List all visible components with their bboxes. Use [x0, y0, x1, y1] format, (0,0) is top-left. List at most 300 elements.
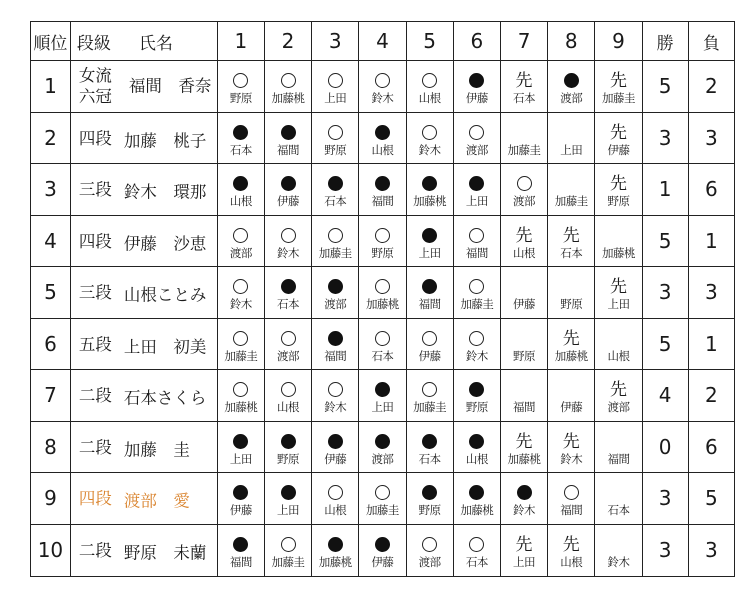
win-mark [218, 323, 264, 349]
result-cell [264, 318, 311, 370]
result-cell [453, 267, 500, 319]
black-circle-icon [281, 485, 296, 500]
loss-mark [407, 426, 453, 452]
result-cell [548, 112, 595, 164]
result-cell [359, 318, 406, 370]
opponent-name: 石本 [229, 142, 252, 157]
opponent-name: 鈴木 [371, 91, 394, 106]
player-name: 上田 初美 [123, 337, 207, 356]
white-circle-icon [564, 485, 579, 500]
opponent-name: 加藤圭 [413, 400, 447, 415]
black-circle-icon [233, 176, 248, 191]
result-cell [548, 318, 595, 370]
white-circle-icon [233, 228, 248, 243]
wins-cell: 1 [642, 164, 688, 216]
result-cell [548, 267, 595, 319]
player-dan: 女流六冠 [78, 66, 112, 107]
table-row [31, 267, 735, 319]
opponent-name: 野原 [607, 194, 630, 209]
win-mark [359, 323, 405, 349]
wins-cell: 3 [642, 112, 688, 164]
table-row [31, 421, 735, 473]
result-cell [406, 370, 453, 422]
opponent-name: 加藤桃 [318, 555, 352, 569]
opponent-name: 石本 [560, 245, 583, 260]
white-circle-icon [328, 73, 343, 88]
loss-mark [218, 477, 264, 503]
result-cell [500, 267, 547, 319]
black-circle-icon [375, 537, 390, 552]
win-mark [312, 477, 358, 503]
opponent-name: 鈴木 [560, 451, 583, 466]
player-dan: 四段 [78, 489, 112, 508]
opponent-name: 渡部 [607, 400, 630, 415]
opponent-name: 渡部 [371, 451, 394, 466]
result-cell [453, 524, 500, 576]
opponent-name: 福間 [607, 451, 630, 466]
rank-cell: 1 [31, 61, 71, 113]
table-row [31, 61, 735, 113]
header-losses: 負 [688, 22, 734, 61]
header-round-6: 6 [453, 22, 500, 61]
header-round-2: 2 [264, 22, 311, 61]
result-cell [359, 215, 406, 267]
sente-mark: 先 [609, 380, 627, 401]
sente-mark: 先 [562, 431, 580, 452]
loss-mark [265, 477, 311, 503]
table-row [31, 318, 735, 370]
losses-cell: 6 [688, 164, 734, 216]
loss-mark [359, 168, 405, 194]
opponent-name: 野原 [371, 245, 394, 260]
loss-mark [359, 117, 405, 143]
loss-mark [218, 117, 264, 143]
black-circle-icon [281, 434, 296, 449]
result-cell [406, 524, 453, 576]
result-cell [595, 215, 642, 267]
table-row [31, 473, 735, 525]
table-row [31, 524, 735, 576]
opponent-name: 鈴木 [465, 348, 488, 363]
opponent-name: 加藤桃 [413, 194, 447, 209]
win-mark [407, 117, 453, 143]
win-mark [359, 220, 405, 246]
result-cell [595, 524, 642, 576]
wins-cell: 3 [642, 524, 688, 576]
win-mark [312, 65, 358, 91]
win-mark [407, 529, 453, 555]
win-mark [265, 323, 311, 349]
result-cell [548, 370, 595, 422]
losses-cell: 2 [688, 61, 734, 113]
white-circle-icon [375, 73, 390, 88]
rank-cell: 2 [31, 112, 71, 164]
opponent-name: 加藤桃 [507, 451, 541, 466]
white-circle-icon [328, 485, 343, 500]
black-circle-icon [375, 176, 390, 191]
sente-mark: 先 [515, 431, 533, 452]
result-cell [595, 473, 642, 525]
header-dan: 段級 [76, 33, 111, 54]
player-cell [70, 421, 217, 473]
white-circle-icon [281, 331, 296, 346]
opponent-name: 野原 [324, 142, 347, 157]
white-circle-icon [281, 73, 296, 88]
player-dan: 四段 [78, 128, 112, 148]
losses-cell: 1 [688, 318, 734, 370]
table-row [31, 164, 735, 216]
black-circle-icon [422, 176, 437, 191]
result-cell [406, 421, 453, 473]
result-cell [500, 421, 547, 473]
opponent-name: 伊藤 [418, 348, 441, 363]
losses-cell: 3 [688, 524, 734, 576]
result-cell [500, 473, 547, 525]
rank-cell: 4 [31, 215, 71, 267]
standings-table [30, 21, 735, 577]
loss-mark [312, 323, 358, 349]
wins-cell: 5 [642, 318, 688, 370]
black-circle-icon [233, 125, 248, 140]
white-circle-icon [233, 279, 248, 294]
result-cell [406, 267, 453, 319]
opponent-name: 山根 [513, 245, 536, 260]
white-circle-icon [469, 279, 484, 294]
result-cell [500, 318, 547, 370]
result-cell [359, 267, 406, 319]
player-dan: 四段 [78, 231, 112, 251]
result-cell [217, 473, 264, 525]
white-circle-icon [422, 331, 437, 346]
black-circle-icon [469, 73, 484, 88]
result-cell [548, 473, 595, 525]
result-cell [217, 215, 264, 267]
table-row [31, 370, 735, 422]
black-circle-icon [469, 434, 484, 449]
opponent-name: 野原 [418, 503, 441, 518]
sente-mark: 先 [562, 535, 580, 555]
loss-mark [454, 374, 500, 400]
header-player [70, 22, 217, 61]
win-mark [218, 220, 264, 246]
player-name: 野原 未蘭 [123, 543, 207, 563]
result-cell [312, 61, 359, 113]
result-cell [453, 318, 500, 370]
win-mark [454, 323, 500, 349]
win-mark [359, 477, 405, 503]
white-circle-icon [281, 382, 296, 397]
opponent-name: 石本 [277, 297, 300, 312]
white-circle-icon [328, 382, 343, 397]
result-cell [500, 112, 547, 164]
table-row [31, 112, 735, 164]
header-row [31, 22, 735, 61]
opponent-name: 山根 [560, 555, 583, 569]
result-cell [264, 267, 311, 319]
sente-mark: 先 [515, 225, 533, 246]
result-cell [548, 524, 595, 576]
result-cell [359, 421, 406, 473]
opponent-name: 上田 [277, 503, 300, 518]
black-circle-icon [422, 485, 437, 500]
loss-mark [359, 529, 405, 555]
black-circle-icon [469, 485, 484, 500]
opponent-name: 石本 [607, 503, 630, 518]
player-cell [70, 267, 217, 319]
player-dan: 五段 [78, 334, 112, 354]
white-circle-icon [375, 485, 390, 500]
white-circle-icon [375, 331, 390, 346]
sente-mark: 先 [609, 277, 627, 298]
opponent-name: 加藤桃 [554, 348, 588, 363]
loss-mark [265, 426, 311, 452]
rank-cell: 6 [31, 318, 71, 370]
result-cell [453, 164, 500, 216]
opponent-name: 渡部 [513, 194, 536, 209]
opponent-name: 加藤圭 [507, 142, 541, 157]
win-mark [218, 65, 264, 91]
black-circle-icon [233, 434, 248, 449]
opponent-name: 鈴木 [324, 400, 347, 415]
opponent-name: 伊藤 [371, 555, 394, 569]
player-name: 石本さくら [123, 388, 207, 408]
header-rank: 順位 [31, 22, 71, 61]
loss-mark [359, 374, 405, 400]
black-circle-icon [469, 176, 484, 191]
result-cell [500, 370, 547, 422]
rank-cell: 8 [31, 421, 71, 473]
result-cell [312, 215, 359, 267]
result-cell [359, 524, 406, 576]
opponent-name: 渡部 [418, 555, 441, 569]
loss-mark [312, 271, 358, 297]
result-cell [312, 318, 359, 370]
opponent-name: 石本 [418, 451, 441, 466]
opponent-name: 上田 [513, 555, 536, 569]
result-cell [264, 473, 311, 525]
win-mark [312, 374, 358, 400]
result-cell [217, 112, 264, 164]
opponent-name: 伊藤 [513, 297, 536, 312]
opponent-name: 山根 [418, 91, 441, 106]
white-circle-icon [233, 382, 248, 397]
black-circle-icon [281, 176, 296, 191]
win-mark [548, 477, 594, 503]
losses-cell: 1 [688, 215, 734, 267]
result-cell [217, 421, 264, 473]
win-mark [501, 168, 547, 194]
black-circle-icon [281, 125, 296, 140]
result-cell [312, 267, 359, 319]
opponent-name: 上田 [607, 297, 630, 312]
result-cell [217, 61, 264, 113]
loss-mark [265, 117, 311, 143]
opponent-name: 上田 [324, 91, 347, 106]
result-cell [548, 421, 595, 473]
black-circle-icon [375, 434, 390, 449]
opponent-name: 加藤桃 [271, 91, 305, 106]
sente-mark: 先 [609, 71, 627, 92]
player-dan: 三段 [78, 180, 112, 199]
player-name: 山根ことみ [123, 285, 207, 305]
opponent-name: 渡部 [277, 348, 300, 363]
opponent-name: 山根 [324, 503, 347, 518]
opponent-name: 野原 [465, 400, 488, 415]
opponent-name: 加藤圭 [554, 194, 588, 209]
result-cell [312, 473, 359, 525]
result-cell [406, 61, 453, 113]
opponent-name: 野原 [277, 451, 300, 466]
result-cell [548, 61, 595, 113]
opponent-name: 伊藤 [465, 91, 488, 106]
win-mark [265, 529, 311, 555]
opponent-name: 石本 [465, 555, 488, 569]
win-mark [454, 271, 500, 297]
header-round-5: 5 [406, 22, 453, 61]
win-mark [218, 374, 264, 400]
opponent-name: 上田 [229, 451, 252, 466]
white-circle-icon [422, 73, 437, 88]
result-cell [264, 524, 311, 576]
opponent-name: 加藤圭 [365, 503, 399, 518]
win-mark [312, 220, 358, 246]
result-cell [453, 215, 500, 267]
result-cell [264, 370, 311, 422]
player-cell [70, 164, 217, 216]
opponent-name: 野原 [560, 297, 583, 312]
result-cell [548, 164, 595, 216]
win-mark [312, 117, 358, 143]
white-circle-icon [328, 125, 343, 140]
player-cell [70, 112, 217, 164]
opponent-name: 鈴木 [418, 142, 441, 157]
result-cell [264, 164, 311, 216]
result-cell [500, 61, 547, 113]
player-dan: 二段 [78, 386, 112, 405]
opponent-name: 山根 [277, 400, 300, 415]
header-round-3: 3 [312, 22, 359, 61]
header-wins: 勝 [642, 22, 688, 61]
black-circle-icon [375, 125, 390, 140]
opponent-name: 福間 [371, 194, 394, 209]
black-circle-icon [564, 73, 579, 88]
opponent-name: 加藤桃 [365, 297, 399, 312]
player-cell [70, 370, 217, 422]
opponent-name: 渡部 [324, 297, 347, 312]
result-cell [359, 61, 406, 113]
opponent-name: 野原 [229, 91, 252, 106]
result-cell [595, 61, 642, 113]
result-cell [312, 164, 359, 216]
result-cell [500, 524, 547, 576]
loss-mark [218, 529, 264, 555]
result-cell [359, 473, 406, 525]
win-mark [218, 271, 264, 297]
black-circle-icon [328, 434, 343, 449]
result-cell [264, 61, 311, 113]
opponent-name: 加藤桃 [601, 245, 635, 260]
wins-cell: 5 [642, 215, 688, 267]
black-circle-icon [233, 485, 248, 500]
result-cell [312, 524, 359, 576]
black-circle-icon [328, 279, 343, 294]
result-cell [453, 370, 500, 422]
header-round-4: 4 [359, 22, 406, 61]
result-cell [548, 215, 595, 267]
opponent-name: 福間 [324, 348, 347, 363]
white-circle-icon [281, 537, 296, 552]
player-cell [70, 61, 217, 113]
loss-mark [407, 271, 453, 297]
player-name: 伊藤 沙恵 [123, 234, 207, 253]
opponent-name: 山根 [371, 142, 394, 157]
loss-mark [407, 477, 453, 503]
opponent-name: 福間 [418, 297, 441, 312]
rank-cell: 5 [31, 267, 71, 319]
win-mark [265, 220, 311, 246]
sente-mark: 先 [515, 535, 533, 555]
result-cell [312, 370, 359, 422]
loss-mark [265, 168, 311, 194]
white-circle-icon [517, 176, 532, 191]
opponent-name: 鈴木 [513, 503, 536, 518]
loss-mark [265, 271, 311, 297]
win-mark [454, 529, 500, 555]
opponent-name: 福間 [513, 400, 536, 415]
white-circle-icon [328, 228, 343, 243]
player-name: 渡部 愛 [123, 491, 190, 511]
opponent-name: 石本 [371, 348, 394, 363]
opponent-name: 加藤桃 [460, 503, 494, 518]
opponent-name: 鈴木 [607, 555, 630, 569]
black-circle-icon [469, 382, 484, 397]
loss-mark [454, 65, 500, 91]
opponent-name: 加藤圭 [318, 245, 352, 260]
sente-mark: 先 [515, 71, 533, 92]
player-dan: 二段 [78, 437, 112, 457]
opponent-name: 石本 [324, 194, 347, 209]
black-circle-icon [375, 382, 390, 397]
header-round-7: 7 [500, 22, 547, 61]
white-circle-icon [469, 125, 484, 140]
loss-mark [312, 168, 358, 194]
player-name: 福間 香奈 [128, 76, 212, 96]
losses-cell: 3 [688, 112, 734, 164]
opponent-name: 渡部 [229, 245, 252, 260]
loss-mark [454, 168, 500, 194]
result-cell [453, 112, 500, 164]
result-cell [312, 421, 359, 473]
sente-mark: 先 [609, 122, 627, 143]
opponent-name: 伊藤 [277, 194, 300, 209]
white-circle-icon [469, 537, 484, 552]
result-cell [217, 164, 264, 216]
black-circle-icon [422, 228, 437, 243]
black-circle-icon [422, 434, 437, 449]
result-cell [406, 215, 453, 267]
wins-cell: 0 [642, 421, 688, 473]
player-name: 加藤 桃子 [123, 131, 207, 150]
black-circle-icon [517, 485, 532, 500]
result-cell [595, 370, 642, 422]
white-circle-icon [422, 537, 437, 552]
table-row [31, 215, 735, 267]
opponent-name: 加藤桃 [224, 400, 258, 415]
win-mark [359, 271, 405, 297]
white-circle-icon [233, 331, 248, 346]
result-cell [595, 267, 642, 319]
opponent-name: 加藤圭 [271, 555, 305, 569]
